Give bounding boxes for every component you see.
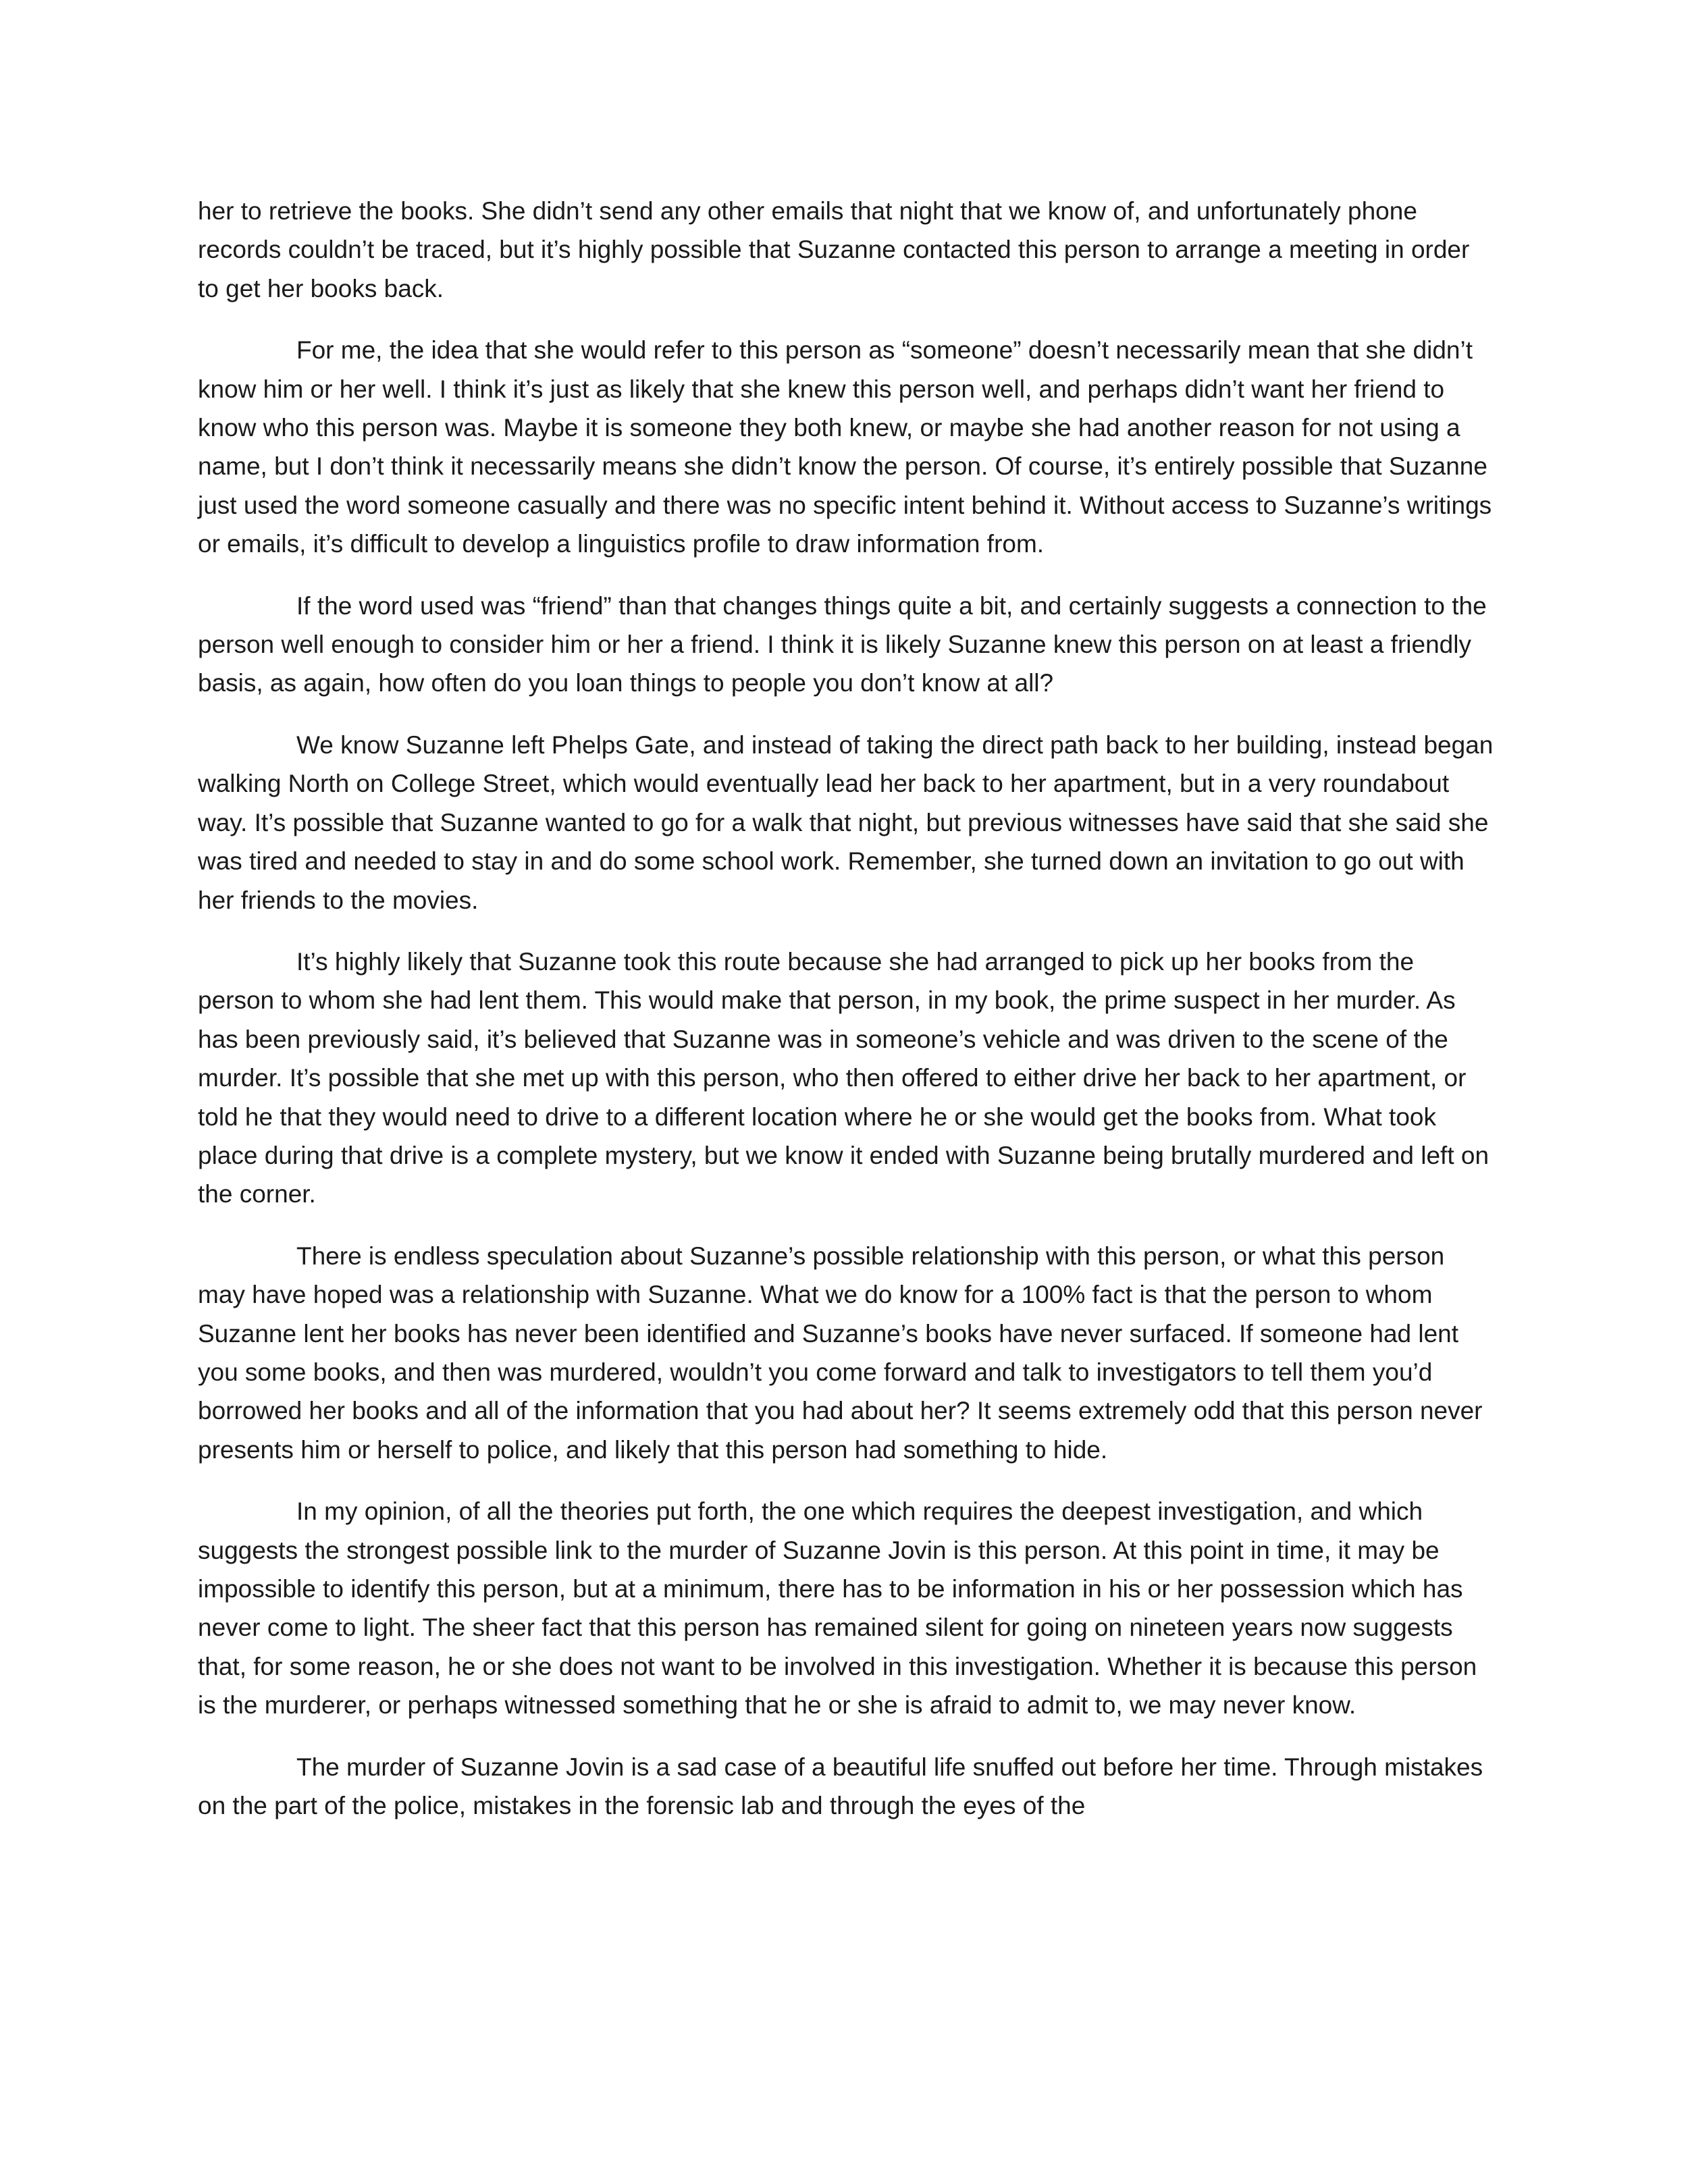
paragraph-4: We know Suzanne left Phelps Gate, and instead of taking the direct path back to her building, instead began walking North on College Street, which would eventually lead her back to her apartment, but in a very roundabout way. It’s possible that Suzanne wanted to go for a walk that night, but previous witnesses have said that she said she was tired and needed to stay in and do some school work. Remember, she turned down an invitation to go out with her friends to the movies. [198, 730, 1494, 914]
paragraph-6: There is endless speculation about Suzanne’s possible relationship with this person, or what this person may have hoped was a relationship with Suzanne. What we do know for a 100% fact is that the person to whom Suzanne lent her books has never been identified and Suzanne’s books have never surfaced. If someone had lent you some books, and then was murdered, wouldn’t you come forward and talk to investigators to tell them you’d borrowed her books and all of the information that you had about her? It seems extremely odd that this person never presents him or herself to police, and likely that this person had something to hide. [198, 1242, 1483, 1464]
paragraph-2: For me, the idea that she would refer to this person as “someone” doesn’t necessarily mean that she didn’t know him or her well. I think it’s just as likely that she knew this person well, and perhaps didn’t want her friend to know who this person was. Maybe it is someone they both knew, or maybe she had another reason for not using a name, but I don’t think it necessarily means she didn’t know the person. Of course, it’s entirely possible that Suzanne just used the word someone casually and there was no specific intent behind it. Without access to Suzanne’s writings or emails, it’s difficult to develop a linguistics profile to draw information from. [198, 336, 1492, 558]
paragraph-3: If the word used was “friend” than that changes things quite a bit, and certainly suggests a connection to the person well enough to consider him or her a friend. I think it is likely Suzanne knew this person on at least a friendly basis, as again, how often do you loan things to people you don’t know at all? [198, 591, 1487, 697]
paragraph-1: her to retrieve the books. She didn’t send any other emails that night that we know of, and unfortunately phone records couldn’t be traced, but it’s highly possible that Suzanne contacted this person to arrange a meeting in order to get her books back. [198, 197, 1470, 302]
paragraph-7: In my opinion, of all the theories put forth, the one which requires the deepest investigation, and which suggests the strongest possible link to the murder of Suzanne Jovin is this person. At this point in time, it may be impossible to identify this person, but at a minimum, there has to be information in his or her possession which has never come to light. The sheer fact that this person has remained silent for going on nineteen years now suggests that, for some reason, he or she does not want to be involved in this investigation. Whether it is because this person is the murderer, or perhaps witnessed something that he or she is afraid to admit to, we may never know. [198, 1497, 1477, 1720]
body-text [198, 192, 1494, 1848]
paragraph-5: It’s highly likely that Suzanne took this route because she had arranged to pick up her books from the person to whom she had lent them. This would make that person, in my book, the prime suspect in her murder. As has been previously said, it’s believed that Suzanne was in someone’s vehicle and was driven to the scene of the murder. It’s possible that she met up with this person, who then offered to either drive her back to her apartment, or told he that they would need to drive to a different location where he or she would get the books from. What took place during that drive is a complete mystery, but we know it ended with Suzanne being brutally murdered and left on the corner. [198, 947, 1489, 1208]
paragraph-8: The murder of Suzanne Jovin is a sad case of a beautiful life snuffed out before her time. Through mistakes on the part of the police, mistakes in the forensic lab and through the eyes of the [198, 1753, 1483, 1820]
